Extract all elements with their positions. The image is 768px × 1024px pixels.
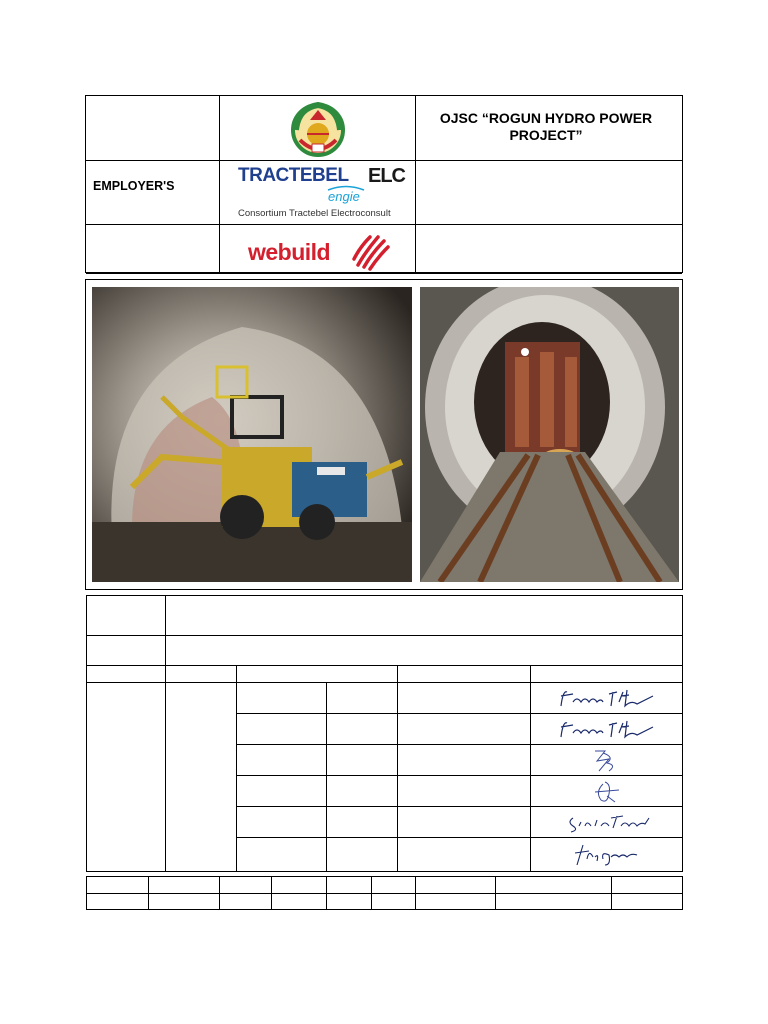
info-value-cell-1 <box>165 595 683 636</box>
sig-date-cell <box>326 744 398 776</box>
sig-role-cell <box>236 775 327 807</box>
sig-role-cell <box>236 744 327 776</box>
header-table <box>85 95 683 273</box>
rev-header-cell <box>415 876 496 894</box>
rev-value-cell <box>415 893 496 910</box>
sig-signature-cell <box>530 806 683 838</box>
rev-header-cell <box>271 876 327 894</box>
sig-header-cell-2 <box>165 665 237 683</box>
emblem-logo <box>290 100 346 158</box>
sig-signature-cell <box>530 744 683 776</box>
rev-value-cell <box>86 893 149 910</box>
drilling-jumbo-image <box>92 287 412 582</box>
sig-merged-cell-2 <box>165 682 237 872</box>
sig-role-cell <box>236 806 327 838</box>
signature-6-image <box>571 841 651 869</box>
revision-table <box>86 876 683 910</box>
tunnel-rails-image <box>420 287 679 582</box>
sig-name-cell <box>397 744 531 776</box>
sig-header-cell-1 <box>86 665 166 683</box>
sig-name-cell <box>397 682 531 714</box>
info-label-cell-2 <box>86 635 166 666</box>
rev-header-cell <box>371 876 416 894</box>
rev-header-cell <box>86 876 149 894</box>
engie-arc-icon <box>326 185 366 191</box>
rev-header-cell <box>611 876 683 894</box>
circular-tunnel-photo <box>420 287 679 582</box>
consortium-text: Consortium Tractebel Electroconsult <box>238 208 391 219</box>
sig-date-cell <box>326 682 398 714</box>
tractebel-text: TRACTEBEL <box>238 165 349 186</box>
sig-signature-cell <box>530 713 683 745</box>
sig-header-cell-4 <box>397 665 531 683</box>
webuild-stripes-icon <box>350 231 390 271</box>
tunnel-drilling-photo <box>92 287 412 582</box>
info-value-cell-2 <box>165 635 683 666</box>
tractebel-logo <box>236 165 406 223</box>
rev-header-cell <box>219 876 272 894</box>
sig-date-cell <box>326 837 398 872</box>
rev-value-cell <box>148 893 220 910</box>
sig-header-cell-3 <box>236 665 398 683</box>
sig-name-cell <box>397 713 531 745</box>
rev-header-cell <box>148 876 220 894</box>
signature-4-image <box>589 778 629 806</box>
elc-text: ELC <box>368 165 405 187</box>
webuild-text: webuild <box>248 239 331 265</box>
signature-3-image <box>587 747 627 775</box>
rev-header-cell <box>326 876 372 894</box>
sig-header-cell-5 <box>530 665 683 683</box>
employer-label: EMPLOYER'S <box>93 179 175 193</box>
rev-value-cell <box>495 893 612 910</box>
rev-value-cell <box>219 893 272 910</box>
sig-name-cell <box>397 837 531 872</box>
sig-name-cell <box>397 806 531 838</box>
sig-signature-cell <box>530 775 683 807</box>
sig-merged-cell-1 <box>86 682 166 872</box>
sig-signature-cell <box>530 837 683 872</box>
sig-date-cell <box>326 806 398 838</box>
signature-2-image <box>557 717 657 743</box>
project-title: OJSC “ROGUN HYDRO POWER PROJECT” <box>439 110 653 143</box>
rev-value-cell <box>326 893 372 910</box>
signature-1-image <box>557 686 657 712</box>
sig-signature-cell <box>530 682 683 714</box>
document-info-table <box>86 595 683 872</box>
header-divider-2 <box>415 96 416 272</box>
header-divider-1 <box>219 96 220 272</box>
photo-frame <box>85 279 683 590</box>
signature-5-image <box>565 810 655 836</box>
rev-value-cell <box>611 893 683 910</box>
rev-header-cell <box>495 876 612 894</box>
sig-name-cell <box>397 775 531 807</box>
rev-value-cell <box>271 893 327 910</box>
sig-date-cell <box>326 713 398 745</box>
sig-role-cell <box>236 837 327 872</box>
sig-date-cell <box>326 775 398 807</box>
rev-value-cell <box>371 893 416 910</box>
sig-role-cell <box>236 682 327 714</box>
engie-text: engie <box>328 189 360 204</box>
info-label-cell-1 <box>86 595 166 636</box>
webuild-logo <box>246 229 396 271</box>
sig-role-cell <box>236 713 327 745</box>
